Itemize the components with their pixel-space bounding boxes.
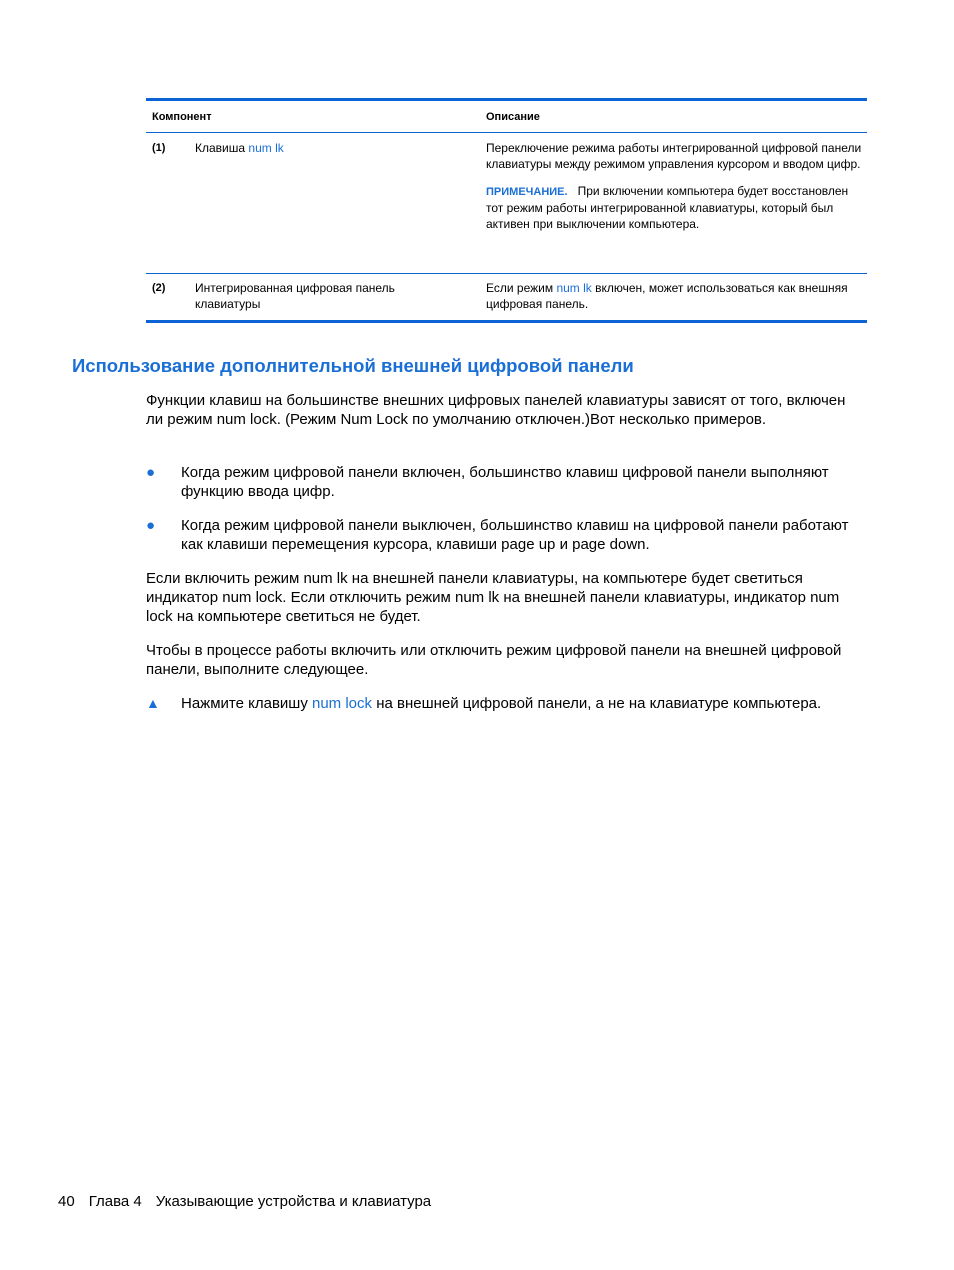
num-lk-key-label: num lk	[248, 141, 284, 155]
row-description: Если режим num lk включен, может использоваться как внешняя цифровая панель.	[486, 281, 848, 311]
page-footer	[58, 1192, 445, 1211]
row-description: Переключение режима работы интегрированной цифровой панели клавиатуры между режимом управления курсором и вводом цифр. ПРИМЕЧАНИЕ. При включении компьютера будет восстановлен тот режим работы интегрированной клавиатуры, который был активен при выключении компьютера.	[486, 140, 867, 266]
component-table	[146, 98, 867, 323]
list-item: ● Когда режим цифровой панели включен, большинство клавиш цифровой панели выполняют функцию ввода цифр.	[146, 464, 829, 500]
chapter-label: Глава 4	[88, 1193, 142, 1210]
note-text: При включении компьютера будет восстановлен тот режим работы интегрированной клавиатуры, который был активен при выключении компьютера.	[486, 184, 849, 231]
paragraph-procedure-intro: Чтобы в процессе работы включить или отключить режим цифровой панели на внешней цифровой панели, выполните следующее.	[146, 642, 842, 678]
intro-paragraph: Функции клавиш на большинстве внешних цифровых панелей клавиатуры зависят от того, включен ли режим num lock. (Режим Num Lock по умолчанию отключен.)Вот несколько примеров.	[146, 392, 846, 428]
note-label: ПРИМЕЧАНИЕ.	[486, 186, 568, 198]
note	[486, 183, 867, 232]
page-number: 40	[58, 1193, 75, 1210]
header-component: Компонент	[152, 110, 212, 123]
row-number: (2)	[152, 282, 166, 294]
chapter-title: Указывающие устройства и клавиатура	[155, 1193, 432, 1210]
triangle-step-icon: ▲	[146, 695, 160, 711]
row-component: Интегрированная цифровая панель клавиатуры	[195, 281, 395, 311]
table-row	[146, 133, 867, 274]
bullet-icon: ●	[146, 517, 156, 534]
bullet-icon: ●	[146, 464, 156, 481]
num-lk-key-label: num lk	[556, 281, 592, 295]
list-item: ● Когда режим цифровой панели выключен, большинство клавиш на цифровой панели работают как клавиши перемещения курсора, клавиши page up и page down.	[146, 517, 849, 553]
paragraph-num-lk: Если включить режим num lk на внешней панели клавиатуры, на компьютере будет светиться индикатор num lock. Если отключить режим num lk на внешней панели клавиатуры, индикатор num lock на компьютере светиться не будет.	[146, 570, 840, 625]
header-description: Описание	[486, 110, 540, 123]
table-header	[146, 101, 867, 133]
num-lock-key-label: num lock	[312, 695, 373, 712]
table-row	[146, 274, 867, 320]
section-heading: Использование дополнительной внешней цифровой панели	[72, 355, 634, 376]
step-item: ▲ Нажмите клавишу num lock на внешней цифровой панели, а не на клавиатуре компьютера.	[146, 695, 822, 712]
row-component: Клавиша num lk	[195, 141, 284, 155]
row-number: (1)	[152, 142, 166, 154]
